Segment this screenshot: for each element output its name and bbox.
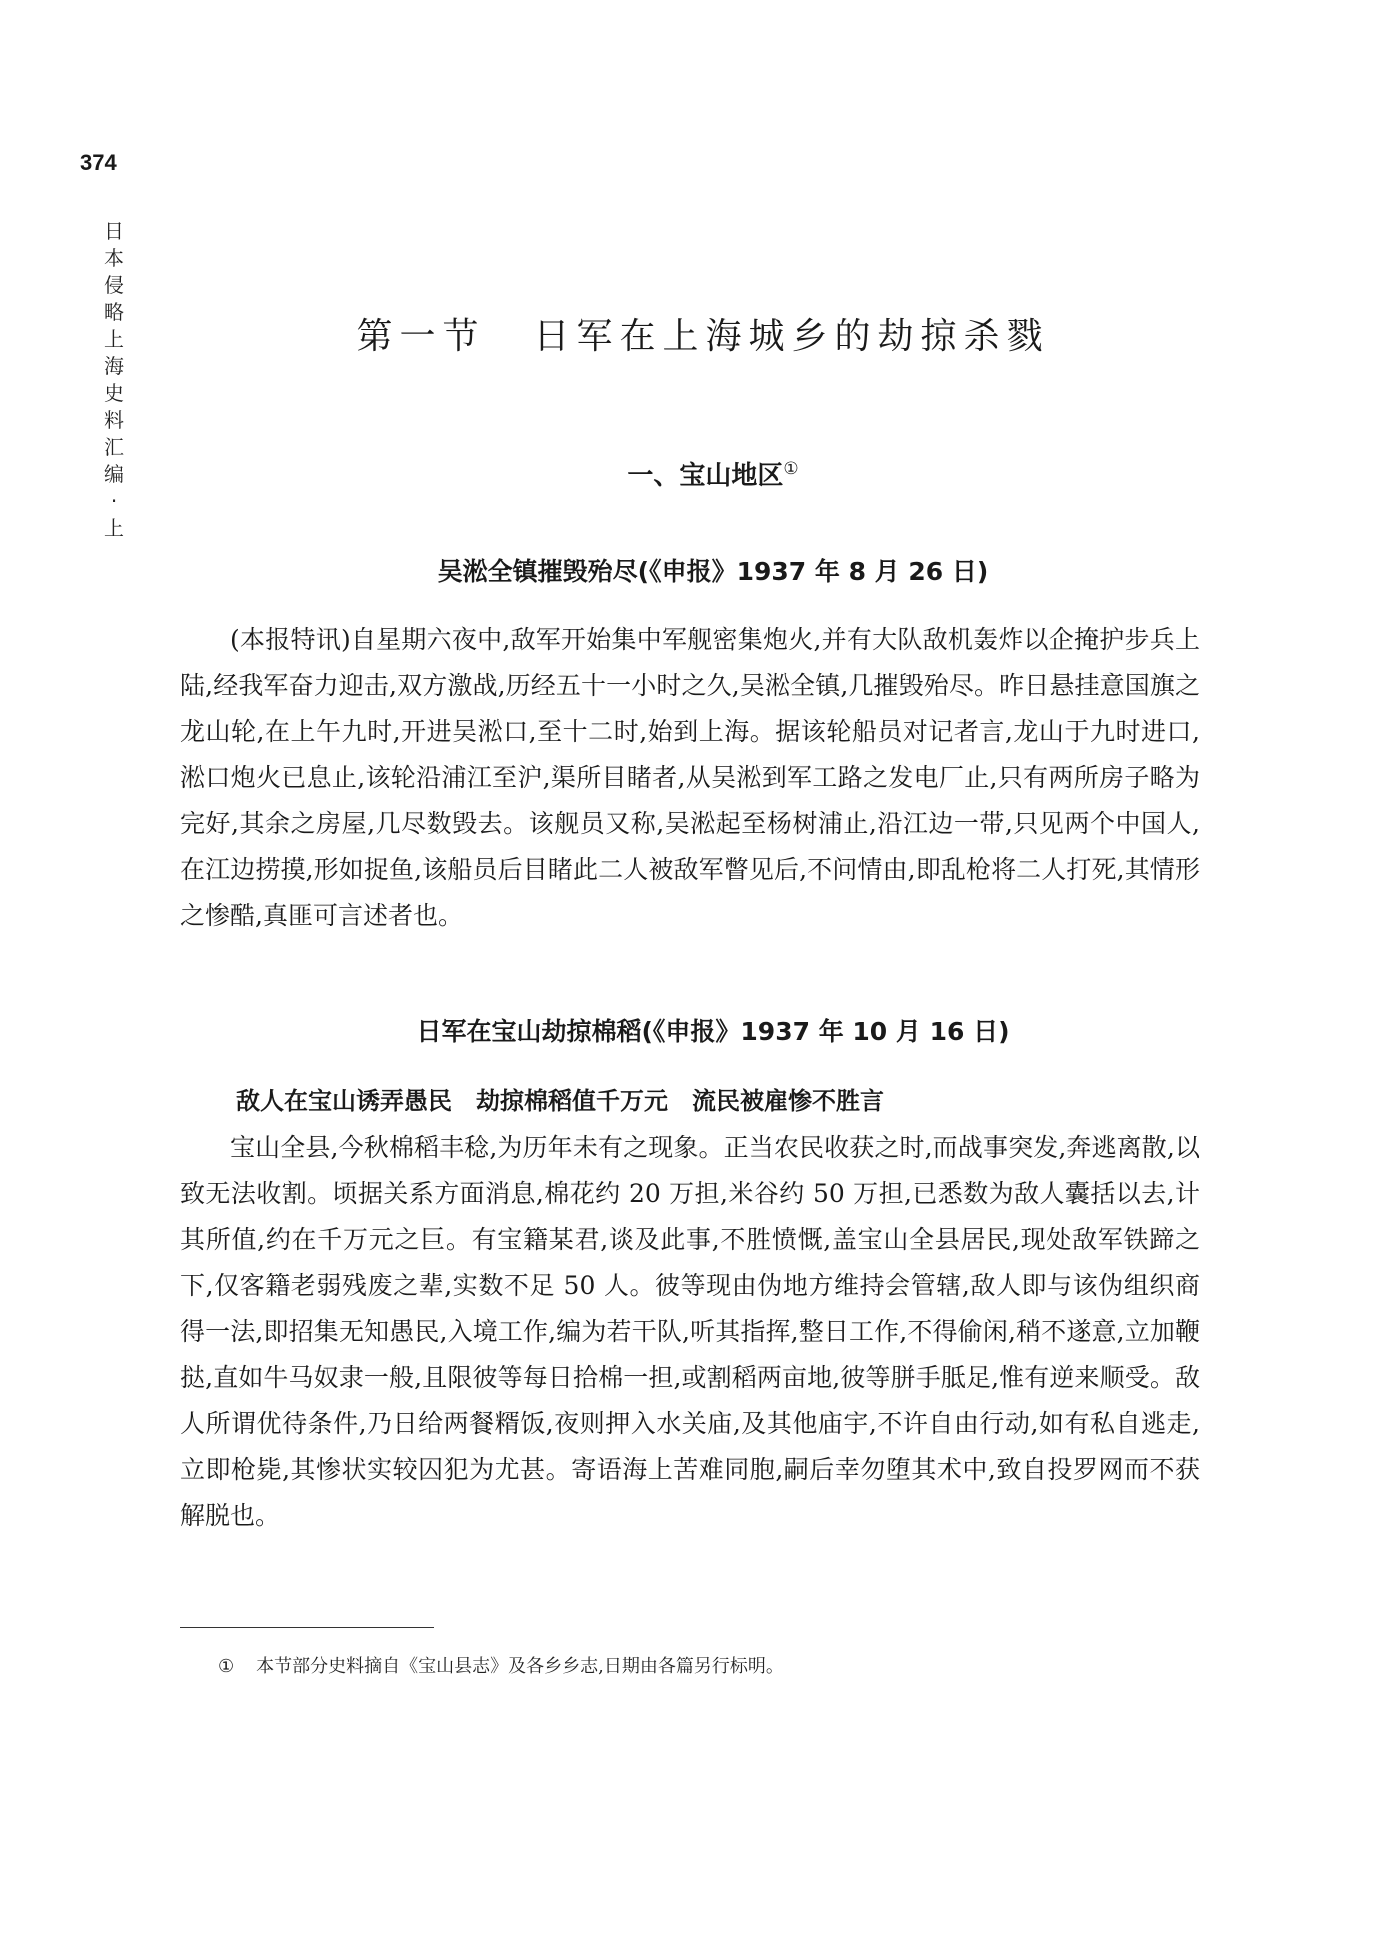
article-1-title: 吴淞全镇摧毁殆尽(《申报》1937 年 8 月 26 日) xyxy=(437,557,989,586)
article-2-title: 日军在宝山劫掠棉稻(《申报》1937 年 10 月 16 日) xyxy=(416,1017,1010,1046)
page-number: 374 xyxy=(80,150,117,175)
subsection-title xyxy=(0,455,1386,492)
section-label: 第一节 xyxy=(356,316,486,357)
section-title-text: 日军在上海城乡的劫掠杀戮 xyxy=(533,316,1050,357)
footnote-divider xyxy=(180,1627,434,1628)
subsection-title-text: 一、宝山地区 xyxy=(627,461,784,491)
footnote-text: 本节部分史料摘自《宝山县志》及各乡乡志,日期由各篇另行标明。 xyxy=(256,1656,784,1677)
article-1-body: (本报特讯)自星期六夜中,敌军开始集中军舰密集炮火,并有大队敌机轰炸以企掩护步兵上陆,经我军奋力迎击,双方激战,历经五十一小时之久,吴淞全镇,几摧毁殆尽。昨日悬挂意国旗之龙山轮,在上午九时,开进吴淞口,至十二时,始到上海。据该轮船员对记者言,龙山于九时进口,淞口炮火已息止,该轮沿浦江至沪,渠所目睹者,从吴淞到军工路之发电厂止,只有两所房子略为完好,其余之房屋,几尽数毁去。该舰员又称,吴淞起至杨树浦止,沿江边一带,只见两个中国人,在江边捞摸,形如捉鱼,该船员后目睹此二人被敌军瞥见后,不问情由,即乱枪将二人打死,其情形之惨酷,真匪可言述者也。 xyxy=(180,625,1200,930)
running-head: 日本侵略上海史料汇编·上 xyxy=(104,219,124,540)
article-2-subhead: 敌人在宝山诱弄愚民 劫掠棉稻值千万元 流民被雇惨不胜言 xyxy=(236,1087,884,1115)
footnote xyxy=(218,1654,784,1680)
footnote-mark: ① xyxy=(218,1656,235,1677)
footnote-ref-mark: ① xyxy=(783,459,799,479)
section-title xyxy=(0,308,1386,359)
article-2-body: 宝山全县,今秋棉稻丰稔,为历年未有之现象。正当农民收获之时,而战事突发,奔逃离散,以致无法收割。顷据关系方面消息,棉花约 20 万担,米谷约 50 万担,已悉数为敌人囊括以去,计其所值,约在千万元之巨。有宝籍某君,谈及此事,不胜愤慨,盖宝山全县居民,现处敌军铁蹄之下,仅客籍老弱残废之辈,实数不足 50 人。彼等现由伪地方维持会管辖,敌人即与该伪组织商得一法,即招集无知愚民,入境工作,编为若干队,听其指挥,整日工作,不得偷闲,稍不遂意,立加鞭挞,直如牛马奴隶一般,且限彼等每日拾棉一担,或割稻两亩地,彼等胼手胝足,惟有逆来顺受。敌人所谓优待条件,乃日给两餐糈饭,夜则押入水关庙,及其他庙宇,不许自由行动,如有私自逃走,立即枪毙,其惨状实较囚犯为尤甚。寄语海上苦难同胞,嗣后幸勿堕其术中,致自投罗网而不获解脱也。 xyxy=(180,1133,1200,1530)
